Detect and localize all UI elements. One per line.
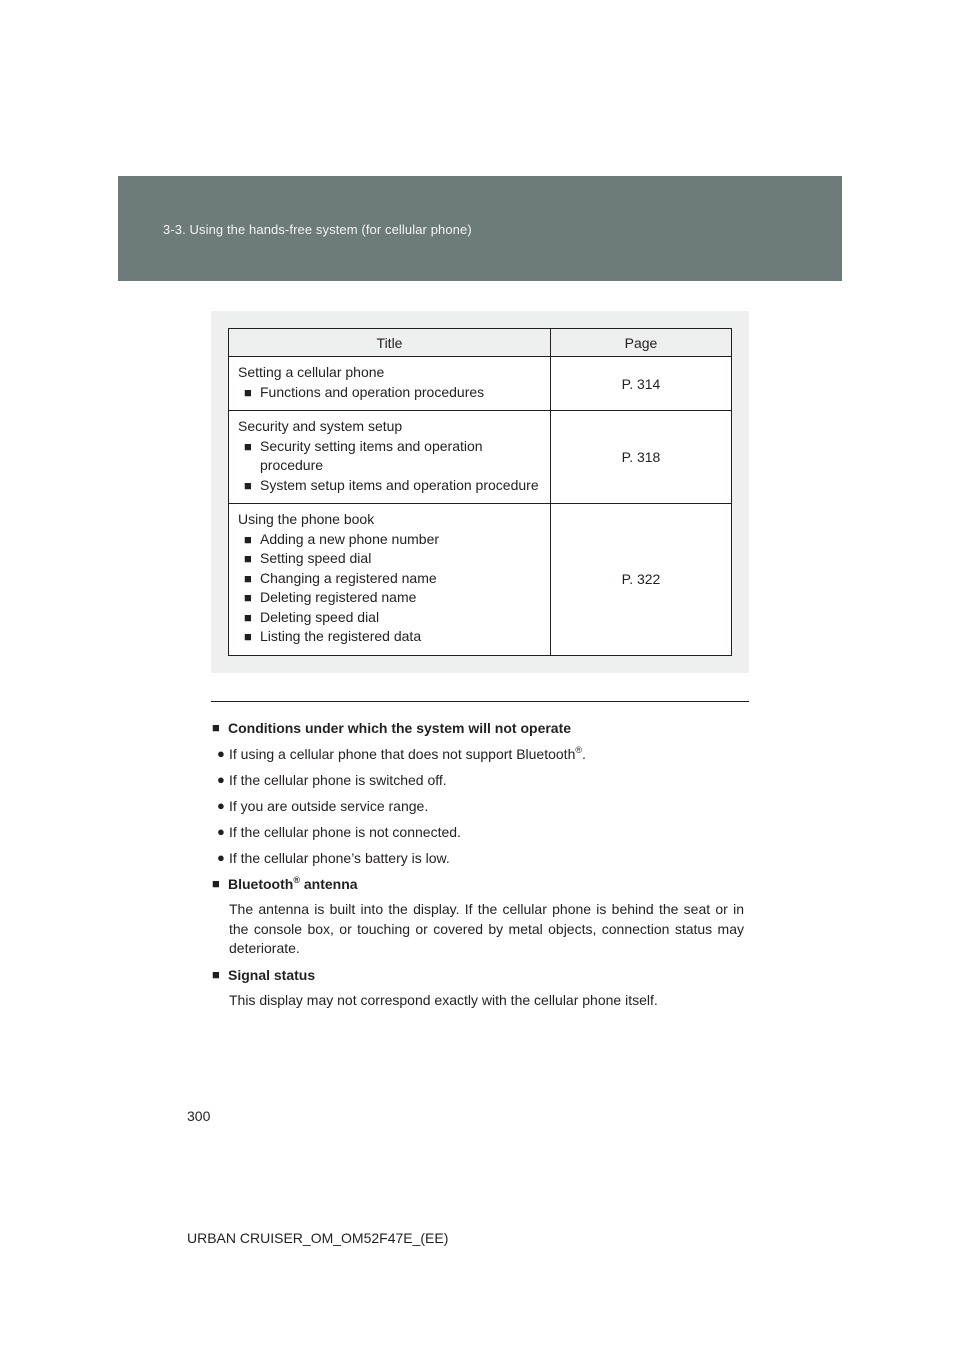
- square-bullet-icon: ■: [212, 876, 220, 891]
- sub-item-label: Setting speed dial: [260, 550, 372, 566]
- section-divider: [211, 701, 749, 702]
- sub-item-label: Deleting speed dial: [260, 608, 380, 625]
- condition-item-text: [229, 744, 586, 764]
- section-header-band: [118, 176, 842, 281]
- reference-table: [228, 328, 732, 656]
- reference-table-panel: [211, 311, 749, 673]
- page-reference: P. 318: [551, 411, 732, 504]
- sub-item: [238, 627, 542, 647]
- conditions-heading: [212, 718, 744, 738]
- antenna-text: The antenna is built into the display. If the cellular phone is behind the seat or in the console box, or touching or covered by metal objects, connection status may deteriorate.: [229, 901, 744, 956]
- square-bullet-icon: ■: [244, 477, 252, 493]
- sub-item: [238, 569, 542, 589]
- sub-item-label: Functions and operation procedures: [260, 383, 485, 400]
- square-bullet-icon: ■: [212, 720, 220, 735]
- sub-item-label: Security setting items and operation procedure: [260, 437, 483, 473]
- square-bullet-icon: ■: [244, 609, 252, 625]
- document-code: URBAN CRUISER_OM_OM52F47E_(EE): [187, 1230, 449, 1246]
- signal-text: This display may not correspond exactly with the cellular phone itself.: [229, 991, 658, 1008]
- column-header-page: Page: [551, 329, 732, 357]
- conditions-heading-text: Conditions under which the system will not operate: [228, 720, 572, 736]
- sub-item: [238, 588, 542, 608]
- sub-item: [238, 383, 542, 403]
- round-bullet-icon: ●: [217, 772, 225, 787]
- condition-item: [212, 796, 744, 816]
- table-row: [229, 411, 732, 504]
- sub-item-label: Deleting registered name: [260, 589, 417, 605]
- square-bullet-icon: ■: [212, 966, 220, 982]
- square-bullet-icon: ■: [244, 384, 252, 400]
- antenna-heading-label: Bluetooth: [228, 876, 294, 892]
- table-row: [229, 504, 732, 656]
- page-reference: P. 314: [551, 357, 732, 411]
- signal-heading: [212, 965, 744, 985]
- condition-item-label: If using a cellular phone that does not support Bluetooth: [229, 746, 576, 762]
- square-bullet-icon: ■: [244, 551, 252, 566]
- signal-heading-text: Signal status: [228, 966, 316, 983]
- round-bullet-icon: ●: [217, 824, 225, 839]
- row-title-cell: [229, 357, 551, 411]
- sub-item: [238, 608, 542, 628]
- table-row: [229, 357, 732, 411]
- page-number: 300: [187, 1108, 211, 1124]
- sub-item-label: Changing a registered name: [260, 569, 437, 586]
- section-title: 3-3. Using the hands-free system (for cellular phone): [163, 222, 472, 237]
- square-bullet-icon: ■: [244, 438, 252, 454]
- round-bullet-icon: ●: [217, 798, 225, 813]
- square-bullet-icon: ■: [244, 531, 252, 547]
- condition-item-text: If the cellular phone’s battery is low.: [229, 850, 450, 866]
- round-bullet-icon: ●: [217, 746, 225, 761]
- row-title: Setting a cellular phone: [238, 364, 385, 380]
- notes-section: [212, 718, 744, 1016]
- column-header-title: Title: [229, 329, 551, 357]
- sub-item: [238, 530, 542, 550]
- condition-item: [212, 848, 744, 868]
- condition-item: [212, 770, 744, 790]
- sub-item-label: Adding a new phone number: [260, 530, 440, 547]
- registered-mark: ®: [575, 745, 582, 755]
- sub-item: [238, 437, 542, 476]
- sub-item: [238, 476, 542, 496]
- square-bullet-icon: ■: [244, 629, 252, 644]
- condition-item-text: If the cellular phone is switched off.: [229, 772, 447, 788]
- row-title: Security and system setup: [238, 418, 403, 434]
- row-title-cell: [229, 504, 551, 656]
- page-reference: P. 322: [551, 504, 732, 656]
- antenna-heading-text: [228, 874, 358, 894]
- condition-item: [212, 744, 744, 764]
- round-bullet-icon: ●: [217, 850, 225, 865]
- row-title: Using the phone book: [238, 511, 375, 527]
- row-title-cell: [229, 411, 551, 504]
- condition-item: [212, 822, 744, 842]
- condition-item-text: If the cellular phone is not connected.: [229, 824, 461, 840]
- condition-item-period: .: [582, 746, 586, 762]
- antenna-heading: [212, 874, 744, 894]
- square-bullet-icon: ■: [244, 570, 252, 586]
- sub-item: [238, 549, 542, 569]
- sub-item-label: System setup items and operation procedure: [260, 476, 539, 493]
- sub-item-label: Listing the registered data: [260, 628, 422, 644]
- registered-mark: ®: [293, 875, 300, 885]
- table-header-row: [229, 329, 732, 357]
- antenna-heading-suffix: antenna: [299, 876, 358, 892]
- condition-item-text: If you are outside service range.: [229, 798, 429, 814]
- square-bullet-icon: ■: [244, 590, 252, 605]
